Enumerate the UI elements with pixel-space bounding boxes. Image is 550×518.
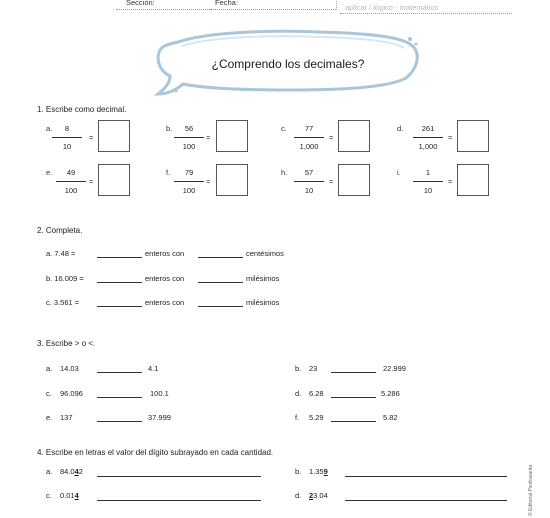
date-label: Fecha: <box>215 0 238 7</box>
q2-a-enteros-blank[interactable] <box>97 257 142 258</box>
q3-f-right-value: 5.82 <box>383 413 398 422</box>
q4-b-number <box>309 467 328 476</box>
numerator: 8 <box>64 124 70 133</box>
underlined-digit: 4 <box>74 491 79 500</box>
section-label: Sección: <box>126 0 155 7</box>
denominator: 1,000 <box>418 142 438 151</box>
q1-d-answer-box[interactable] <box>457 120 489 152</box>
q4-a-number <box>60 467 83 476</box>
q1-e-fraction <box>56 167 86 196</box>
q3-e-left-value: 137 <box>60 413 73 422</box>
equals-sign: = <box>329 133 334 142</box>
q3-a-letter: a. <box>46 364 53 373</box>
q1-c-fraction <box>294 123 324 152</box>
number-suffix: 2 <box>78 467 83 476</box>
q3-c-sign-blank[interactable] <box>97 397 142 398</box>
q3-e-right-value: 37.999 <box>148 413 171 422</box>
q2-c-left: c. 3.561 = <box>46 298 80 307</box>
q4-d-answer-line[interactable] <box>345 500 507 501</box>
q1-h-answer-box[interactable] <box>338 164 370 196</box>
q2-c-mid: enteros con <box>145 298 185 307</box>
fraction-bar <box>174 181 204 182</box>
q1-a-answer-box[interactable] <box>98 120 130 152</box>
q1-b-letter: b. <box>166 124 173 133</box>
q3-c-left-value: 96.096 <box>60 389 83 398</box>
q4-d-letter: d. <box>295 491 302 500</box>
q3-a-sign-blank[interactable] <box>97 372 142 373</box>
q3-d-right-value: 5.286 <box>381 389 400 398</box>
q3-f-left-value: 5.29 <box>309 413 324 422</box>
q1-b-fraction <box>174 123 204 152</box>
underlined-digit: 9 <box>323 467 328 476</box>
q1-d-fraction <box>413 123 443 152</box>
section-line <box>116 9 210 10</box>
q3-c-letter: c. <box>46 389 52 398</box>
q2-c-enteros-blank[interactable] <box>97 306 142 307</box>
q2-b-parts-blank[interactable] <box>198 282 243 283</box>
q2-a-mid: enteros con <box>145 249 185 258</box>
q1-i-fraction <box>413 167 443 196</box>
q1-i-answer-box[interactable] <box>457 164 489 196</box>
q2-a-left: a. 7.48 = <box>46 249 76 258</box>
denominator: 10 <box>304 186 314 195</box>
fraction-bar <box>294 181 324 182</box>
underlined-digit: 4 <box>74 467 79 476</box>
q2-c-right: milésimos <box>246 298 280 307</box>
numerator: 77 <box>304 124 314 133</box>
denominator: 1,000 <box>299 142 319 151</box>
q1-f-fraction <box>174 167 204 196</box>
q3-e-letter: e. <box>46 413 53 422</box>
date-line <box>210 9 336 10</box>
q4-b-letter: b. <box>295 467 302 476</box>
q3-a-left-value: 14.03 <box>60 364 79 373</box>
q3-a-right-value: 4.1 <box>148 364 159 373</box>
fraction-bar <box>56 181 86 182</box>
fraction-bar <box>294 137 324 138</box>
q3-b-right-value: 22.999 <box>383 364 406 373</box>
fraction-bar <box>52 137 82 138</box>
q1-i-letter: i. <box>397 168 401 177</box>
numerator: 79 <box>184 168 194 177</box>
q2-title: 2. Completa. <box>37 226 83 235</box>
number-prefix: 84.0 <box>60 467 75 476</box>
q4-c-letter: c. <box>46 491 52 500</box>
q1-c-letter: c. <box>281 124 287 133</box>
numerator: 57 <box>304 168 314 177</box>
q2-a-parts-blank[interactable] <box>198 257 243 258</box>
q1-a-letter: a. <box>46 124 53 133</box>
q1-c-answer-box[interactable] <box>338 120 370 152</box>
q4-a-letter: a. <box>46 467 53 476</box>
q3-f-letter: f. <box>295 413 300 422</box>
q3-d-sign-blank[interactable] <box>331 397 376 398</box>
q1-f-letter: f. <box>166 168 171 177</box>
q3-e-sign-blank[interactable] <box>97 421 142 422</box>
q4-a-answer-line[interactable] <box>97 476 261 477</box>
number-suffix: 3.04 <box>313 491 328 500</box>
equals-sign: = <box>206 133 211 142</box>
equals-sign: = <box>448 133 453 142</box>
q2-a-right: centésimos <box>246 249 284 258</box>
q3-d-left-value: 6.28 <box>309 389 324 398</box>
q1-title: 1. Escribe como decimal. <box>37 105 127 114</box>
q1-b-answer-box[interactable] <box>216 120 248 152</box>
equals-sign: = <box>206 177 211 186</box>
denominator: 10 <box>62 142 72 151</box>
q4-c-number <box>60 491 79 500</box>
equals-sign: = <box>89 133 94 142</box>
bubble-dot <box>175 90 178 93</box>
equals-sign: = <box>329 177 334 186</box>
fraction-bar <box>174 137 204 138</box>
q3-title: 3. Escribe > o <. <box>37 339 96 348</box>
q3-f-sign-blank[interactable] <box>331 421 376 422</box>
q1-d-letter: d. <box>397 124 404 133</box>
q3-b-left-value: 23 <box>309 364 318 373</box>
q1-e-answer-box[interactable] <box>98 164 130 196</box>
number-prefix: 1.35 <box>309 467 324 476</box>
q2-c-parts-blank[interactable] <box>198 306 243 307</box>
q2-b-right: milésimos <box>246 274 280 283</box>
numerator: 56 <box>184 124 194 133</box>
q3-b-sign-blank[interactable] <box>331 372 376 373</box>
publisher-credit: © Editorial Piedrasanta <box>528 464 534 516</box>
numerator: 261 <box>421 124 435 133</box>
q4-d-number <box>309 491 328 500</box>
q4-b-answer-line[interactable] <box>345 476 507 477</box>
equals-sign: = <box>89 177 94 186</box>
number-prefix: 0.01 <box>60 491 75 500</box>
bubble-dot <box>415 43 418 46</box>
q3-c-right-value: 100.1 <box>150 389 169 398</box>
q2-b-enteros-blank[interactable] <box>97 282 142 283</box>
fraction-bar <box>413 181 443 182</box>
skills-text: aplicar / lógico - matemático <box>345 3 439 12</box>
q1-e-letter: e. <box>46 168 53 177</box>
q1-f-answer-box[interactable] <box>216 164 248 196</box>
bubble-dot <box>408 37 412 41</box>
denominator: 100 <box>182 186 196 195</box>
q1-h-letter: h. <box>281 168 288 177</box>
page-title: ¿Comprendo los decimales? <box>211 57 365 71</box>
equals-sign: = <box>448 177 453 186</box>
q2-b-left: b. 16.009 = <box>46 274 84 283</box>
header-divider <box>336 0 337 10</box>
numerator: 49 <box>66 168 76 177</box>
q3-b-letter: b. <box>295 364 302 373</box>
denominator: 10 <box>423 186 433 195</box>
q1-h-fraction <box>294 167 324 196</box>
q4-title: 4. Escribe en letras el valor del dígito subrayado en cada cantidad. <box>37 448 274 457</box>
q1-a-fraction <box>52 123 82 152</box>
denominator: 100 <box>64 186 78 195</box>
denominator: 100 <box>182 142 196 151</box>
skills-line <box>340 13 512 14</box>
underlined-digit: 2 <box>309 491 314 500</box>
q3-d-letter: d. <box>295 389 302 398</box>
fraction-bar <box>413 137 443 138</box>
q4-c-answer-line[interactable] <box>97 500 261 501</box>
q2-b-mid: enteros con <box>145 274 185 283</box>
numerator: 1 <box>425 168 431 177</box>
